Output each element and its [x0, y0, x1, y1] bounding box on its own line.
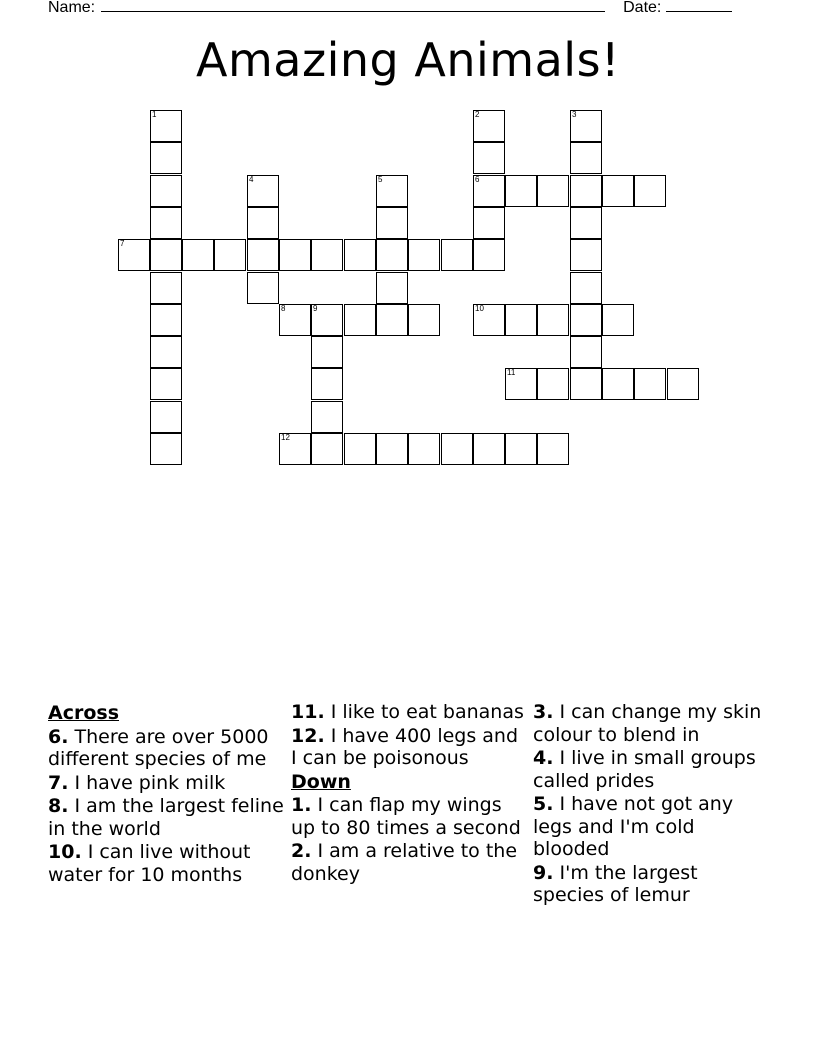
cell-number: 3: [572, 110, 577, 119]
crossword-cell[interactable]: [279, 433, 311, 465]
crossword-cell[interactable]: [150, 401, 182, 433]
cell-number: 12: [281, 433, 290, 442]
clue-down-2: [291, 840, 527, 885]
clue-number: 12.: [291, 724, 325, 747]
crossword-cell[interactable]: [473, 304, 505, 336]
date-label: Date:: [623, 0, 662, 16]
crossword-cell[interactable]: [150, 368, 182, 400]
crossword-cell[interactable]: [634, 175, 666, 207]
crossword-cell[interactable]: [408, 433, 440, 465]
clue-across-7: [48, 772, 284, 795]
crossword-cell[interactable]: [150, 433, 182, 465]
crossword-cell[interactable]: [150, 175, 182, 207]
crossword-cell[interactable]: [473, 110, 505, 142]
clue-number: 1.: [291, 794, 312, 816]
crossword-cell[interactable]: [214, 239, 246, 271]
crossword-cell[interactable]: [344, 433, 376, 465]
clues-column-2: [291, 701, 527, 886]
crossword-cell[interactable]: [247, 175, 279, 207]
crossword-grid: [0, 0, 816, 500]
crossword-cell[interactable]: [247, 272, 279, 304]
page-title: Amazing Animals!: [196, 33, 620, 87]
crossword-cell[interactable]: [537, 368, 569, 400]
crossword-cell[interactable]: [118, 239, 150, 271]
crossword-cell[interactable]: [376, 304, 408, 336]
cell-number: 2: [475, 110, 480, 119]
clue-down-4: [533, 747, 773, 792]
cell-number: 11: [507, 368, 516, 377]
clue-down-1: [291, 794, 527, 839]
across-heading: Across: [48, 702, 120, 724]
clue-down-9: [533, 862, 773, 907]
crossword-cell[interactable]: [279, 304, 311, 336]
crossword-cell[interactable]: [311, 239, 343, 271]
crossword-cell[interactable]: [150, 110, 182, 142]
crossword-cell[interactable]: [150, 142, 182, 174]
clue-text: I can flap my wings up to 80 times a second: [291, 794, 521, 839]
crossword-cell[interactable]: [311, 433, 343, 465]
clue-across-6: [48, 726, 284, 771]
clues-column-3: [533, 701, 773, 908]
clue-text: I have 400 legs and I can be poisonous: [291, 724, 519, 769]
clue-number: 11.: [291, 701, 325, 723]
clue-number: 8.: [48, 795, 69, 817]
cell-number: 9: [313, 304, 318, 313]
crossword-cell[interactable]: [311, 304, 343, 336]
crossword-cell[interactable]: [247, 239, 279, 271]
clue-text: I am a relative to the donkey: [291, 840, 518, 885]
crossword-cell[interactable]: [311, 401, 343, 433]
clue-text: I am the largest feline in the world: [48, 795, 284, 840]
clue-number: 6.: [48, 725, 69, 748]
crossword-cell[interactable]: [570, 272, 602, 304]
cell-number: 8: [281, 304, 286, 313]
crossword-cell[interactable]: [505, 304, 537, 336]
clue-text: I like to eat bananas: [330, 701, 524, 723]
clue-across-8: [48, 795, 284, 840]
crossword-cell[interactable]: [505, 175, 537, 207]
crossword-cell[interactable]: [537, 304, 569, 336]
clue-down-5: [533, 793, 773, 861]
crossword-cell[interactable]: [150, 239, 182, 271]
crossword-cell[interactable]: [150, 336, 182, 368]
clue-text: I live in small groups called prides: [533, 747, 756, 792]
clue-across-12: [291, 725, 527, 770]
clue-number: 3.: [533, 701, 554, 723]
clue-text: There are over 5000 different species of me: [48, 725, 269, 770]
crossword-cell[interactable]: [376, 175, 408, 207]
crossword-cell[interactable]: [570, 336, 602, 368]
crossword-cell[interactable]: [344, 304, 376, 336]
crossword-cell[interactable]: [602, 304, 634, 336]
clues-column-1: [48, 701, 284, 887]
cell-number: 10: [475, 304, 484, 313]
clue-text: I can live without water for 10 months: [48, 841, 251, 886]
crossword-cell[interactable]: [247, 207, 279, 239]
cell-number: 1: [152, 110, 157, 119]
crossword-cell[interactable]: [150, 207, 182, 239]
clue-across-11: [291, 701, 527, 724]
crossword-cell[interactable]: [150, 304, 182, 336]
crossword-cell[interactable]: [602, 175, 634, 207]
crossword-cell[interactable]: [408, 304, 440, 336]
clue-text: I have pink milk: [74, 771, 226, 794]
crossword-cell[interactable]: [505, 433, 537, 465]
down-heading: Down: [291, 770, 351, 793]
crossword-cell[interactable]: [150, 272, 182, 304]
cell-number: 5: [378, 175, 383, 184]
crossword-cell[interactable]: [570, 175, 602, 207]
crossword-cell[interactable]: [473, 142, 505, 174]
crossword-cell[interactable]: [473, 175, 505, 207]
crossword-cell[interactable]: [182, 239, 214, 271]
crossword-cell[interactable]: [376, 433, 408, 465]
crossword-cell[interactable]: [570, 304, 602, 336]
clue-number: 5.: [533, 793, 554, 815]
clue-number: 7.: [48, 771, 69, 794]
crossword-cell[interactable]: [570, 110, 602, 142]
name-label: Name:: [48, 0, 96, 16]
clue-number: 10.: [48, 841, 82, 863]
crossword-cell[interactable]: [376, 207, 408, 239]
crossword-cell[interactable]: [408, 239, 440, 271]
crossword-cell[interactable]: [311, 336, 343, 368]
clue-number: 4.: [533, 747, 554, 769]
crossword-cell[interactable]: [473, 239, 505, 271]
clue-text: I can change my skin colour to blend in: [533, 701, 762, 746]
cell-number: 6: [475, 175, 480, 184]
crossword-cell[interactable]: [376, 272, 408, 304]
clue-down-3: [533, 701, 773, 746]
crossword-cell[interactable]: [473, 207, 505, 239]
clue-number: 2.: [291, 840, 312, 862]
crossword-cell[interactable]: [344, 239, 376, 271]
crossword-cell[interactable]: [667, 368, 699, 400]
crossword-cell[interactable]: [570, 142, 602, 174]
crossword-cell[interactable]: [441, 433, 473, 465]
crossword-cell[interactable]: [473, 433, 505, 465]
clue-text: I'm the largest species of lemur: [533, 861, 698, 906]
crossword-cell[interactable]: [570, 239, 602, 271]
crossword-cell[interactable]: [602, 368, 634, 400]
crossword-cell[interactable]: [537, 433, 569, 465]
crossword-cell[interactable]: [505, 368, 537, 400]
cell-number: 4: [249, 175, 254, 184]
cell-number: 7: [120, 239, 125, 248]
crossword-cell[interactable]: [634, 368, 666, 400]
crossword-cell[interactable]: [537, 175, 569, 207]
crossword-cell[interactable]: [441, 239, 473, 271]
clue-text: I have not got any legs and I'm cold blooded: [533, 793, 734, 860]
crossword-cell[interactable]: [279, 239, 311, 271]
clue-across-10: [48, 841, 284, 886]
crossword-cell[interactable]: [570, 368, 602, 400]
crossword-cell[interactable]: [311, 368, 343, 400]
clue-number: 9.: [533, 861, 554, 884]
crossword-cell[interactable]: [570, 207, 602, 239]
crossword-cell[interactable]: [376, 239, 408, 271]
